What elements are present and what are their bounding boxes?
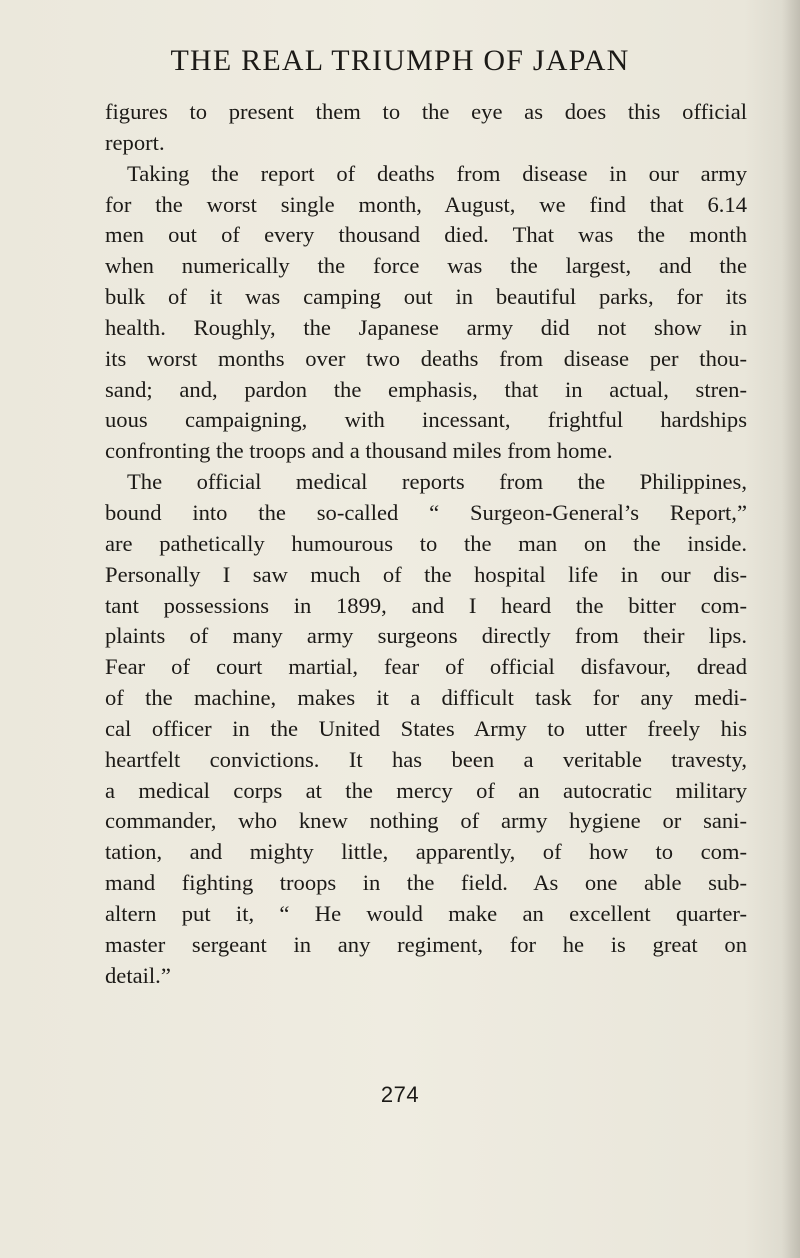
text-line: sand; and, pardon the emphasis, that in actual, stren- bbox=[105, 376, 747, 402]
text-line: cal officer in the United States Army to utter freely his bbox=[105, 715, 747, 741]
text-line: are pathetically humourous to the man on the inside. bbox=[105, 530, 747, 556]
text-line: report. bbox=[105, 129, 165, 155]
text-line: altern put it, “ He would make an excellent quarter- bbox=[105, 900, 747, 926]
body-text bbox=[105, 97, 747, 991]
text-line: men out of every thousand died. That was the month bbox=[105, 222, 747, 248]
text-line: detail.” bbox=[105, 962, 171, 988]
text-line: master sergeant in any regiment, for he is great on bbox=[105, 931, 747, 957]
text-line: of the machine, makes it a difficult task for any medi- bbox=[105, 685, 747, 711]
text-line: uous campaigning, with incessant, frightful hardships bbox=[105, 407, 747, 433]
text-line: tation, and mighty little, apparently, of how to com- bbox=[105, 839, 747, 865]
text-line: health. Roughly, the Japanese army did not show in bbox=[105, 314, 747, 340]
text-line: a medical corps at the mercy of an autocratic military bbox=[105, 777, 747, 803]
text-line: The official medical reports from the Philippines, bbox=[127, 469, 747, 495]
page-edge-shadow bbox=[782, 0, 800, 1258]
text-line: commander, who knew nothing of army hygiene or sani- bbox=[105, 808, 747, 834]
text-line: its worst months over two deaths from disease per thou- bbox=[105, 345, 747, 371]
text-line: Taking the report of deaths from disease in our army bbox=[127, 160, 747, 186]
text-line: confronting the troops and a thousand miles from home. bbox=[105, 438, 613, 464]
text-line: Fear of court martial, fear of official disfavour, dread bbox=[105, 654, 747, 680]
text-line: bulk of it was camping out in beautiful parks, for its bbox=[105, 284, 747, 310]
text-line: for the worst single month, August, we find that 6.14 bbox=[105, 191, 747, 217]
page-number: 274 bbox=[380, 1082, 420, 1107]
text-line: when numerically the force was the largest, and the bbox=[105, 253, 747, 279]
text-line: Personally I saw much of the hospital life in our dis- bbox=[105, 561, 747, 587]
text-line: bound into the so-called “ Surgeon-General’s Report,” bbox=[105, 499, 747, 525]
text-line: tant possessions in 1899, and I heard the bitter com- bbox=[105, 592, 747, 618]
text-line: heartfelt convictions. It has been a veritable travesty, bbox=[105, 746, 747, 772]
text-line: plaints of many army surgeons directly from their lips. bbox=[105, 623, 747, 649]
text-line: mand fighting troops in the field. As one able sub- bbox=[105, 870, 747, 896]
text-line: figures to present them to the eye as does this official bbox=[105, 99, 747, 124]
running-head: THE REAL TRIUMPH OF JAPAN bbox=[170, 44, 630, 77]
